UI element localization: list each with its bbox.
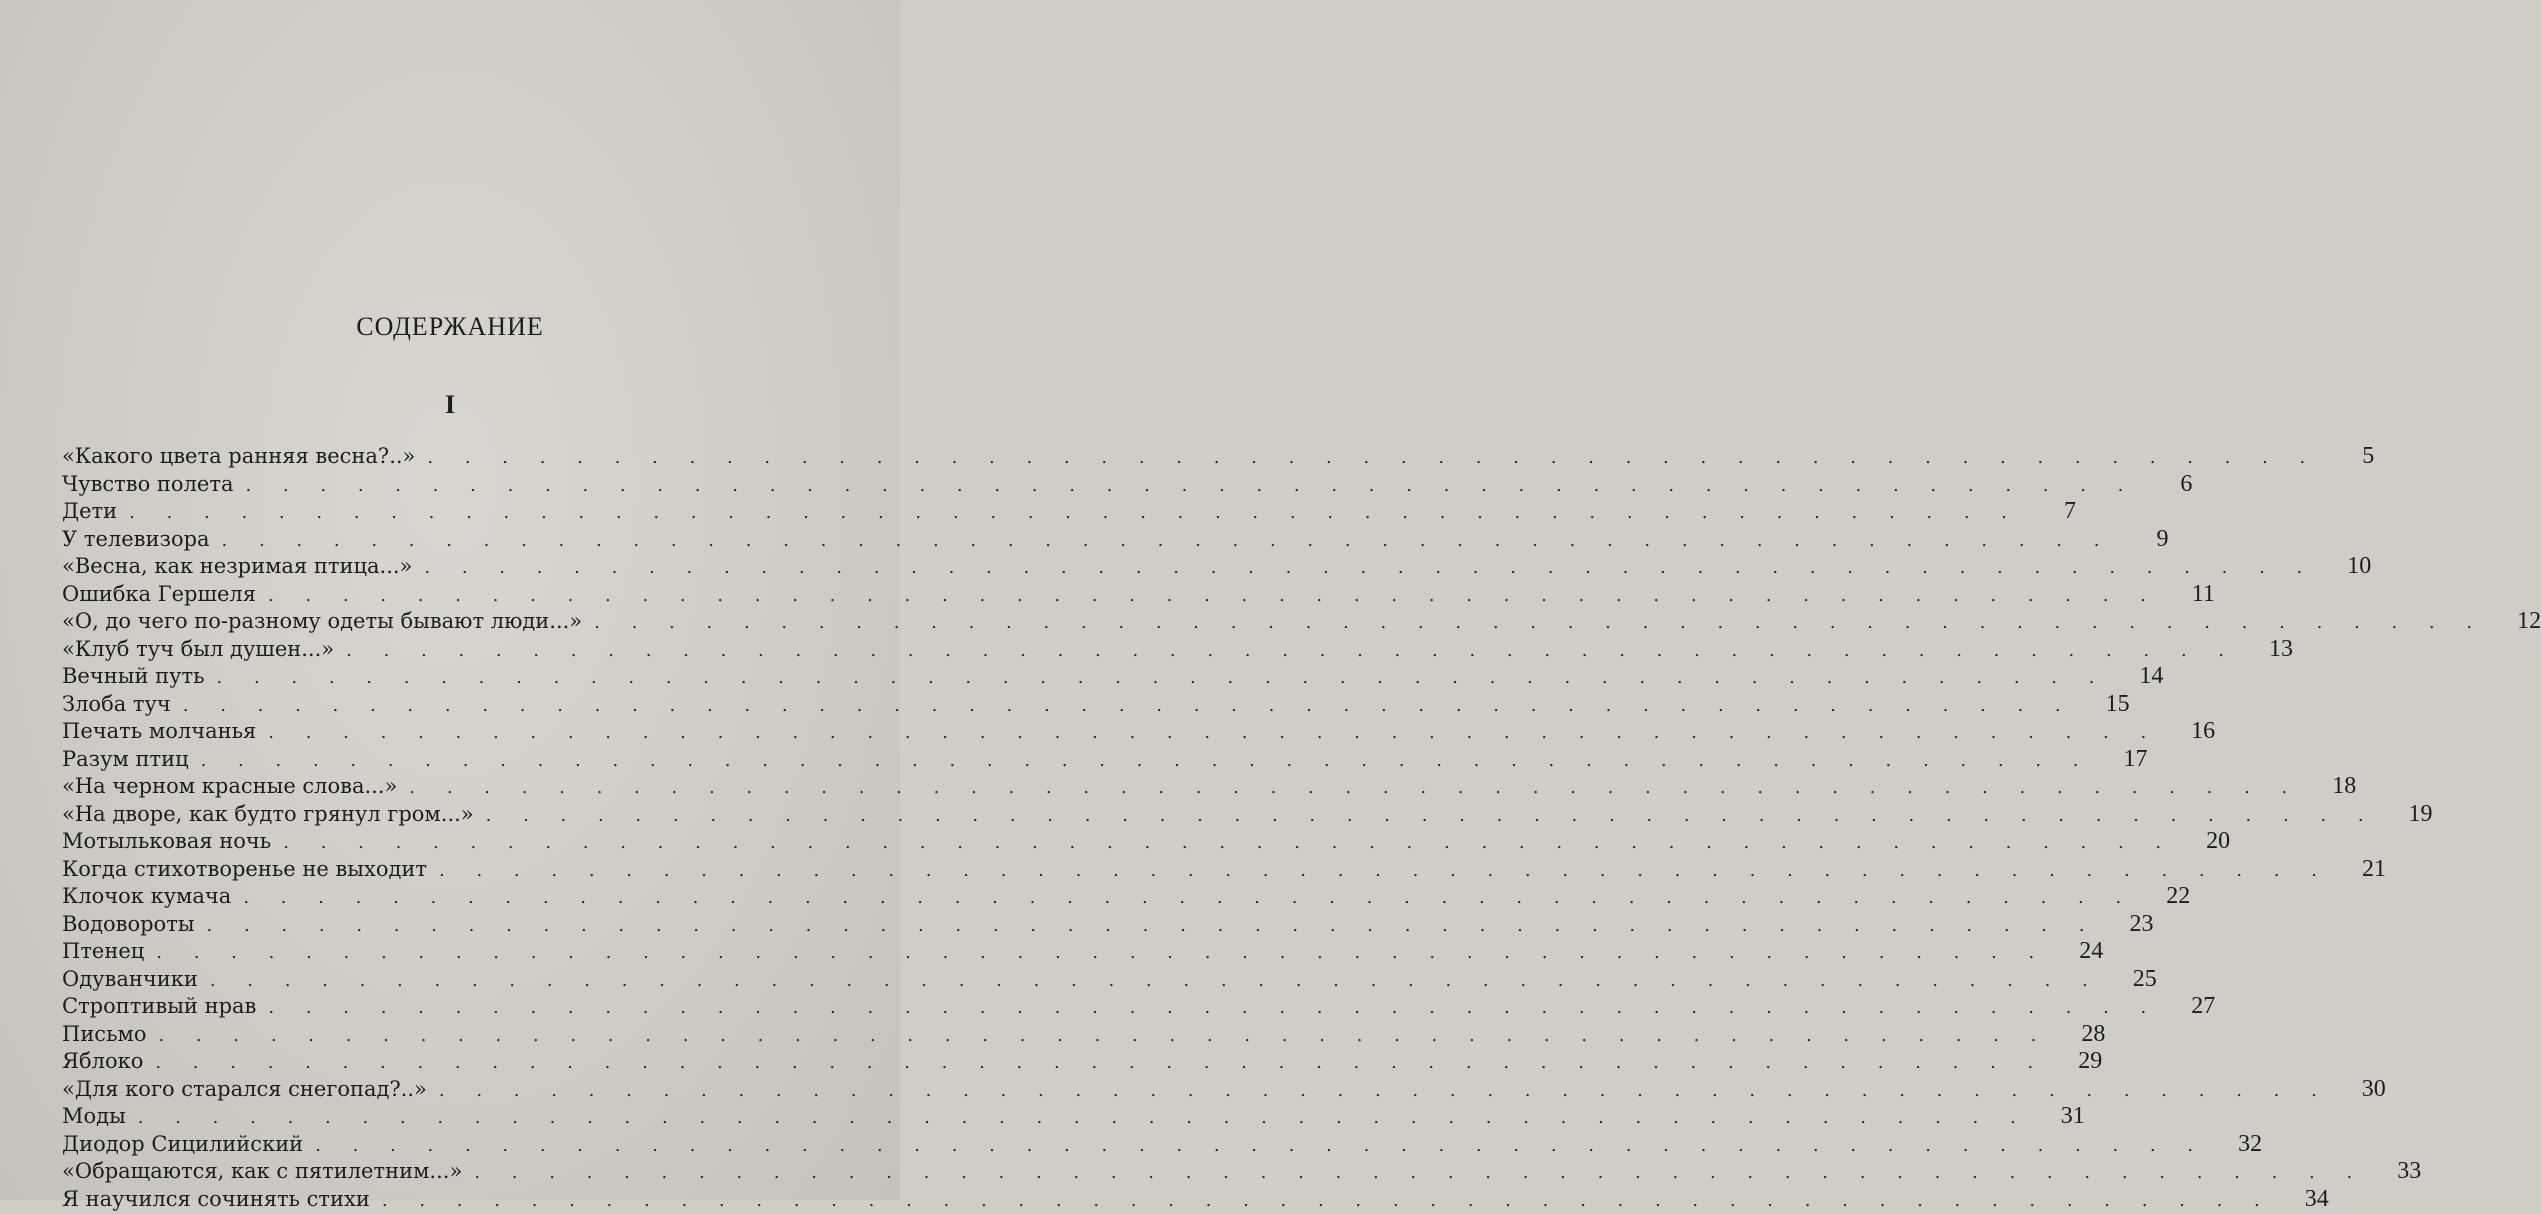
- dot-leader: . . . . . . . . . . . . . . . . . . . . . . . . . . . . . . . . . . . . . . . . . . . . . . . . . . .: [382, 1187, 2273, 1214]
- dot-leader: . . . . . . . . . . . . . . . . . . . . . . . . . . . . . . . . . . . . . . . . . . . . . . . . . . .: [424, 554, 2315, 582]
- toc-entry-title: «Клуб туч был душен...»: [62, 636, 334, 664]
- toc-entry-title: Ошибка Гершеля: [62, 581, 256, 609]
- dot-leader: . . . . . . . . . . . . . . . . . . . . . . . . . . . . . . . . . . . . . . . . . . . . . . . . . . .: [217, 664, 2108, 692]
- toc-entry-page: 12: [2499, 608, 2541, 636]
- toc-entry-title: Злоба туч: [62, 691, 171, 719]
- toc-entry-title: «Обращаются, как с пятилетним...»: [62, 1158, 462, 1186]
- toc-entry-title: «На черном красные слова...»: [62, 773, 397, 801]
- toc-entry: [62, 883, 850, 911]
- toc-entry-page: 34: [2287, 1186, 2329, 1214]
- toc-entry-page: 25: [2115, 966, 2157, 994]
- page-title: СОДЕРЖАНИЕ: [0, 312, 900, 342]
- toc-entry-page: 32: [2220, 1131, 2262, 1159]
- toc-entry-title: «Для кого старался снегопад?..»: [62, 1076, 427, 1104]
- dot-leader: . . . . . . . . . . . . . . . . . . . . . . . . . . . . . . . . . . . . . . . . . . . . . . . . . . .: [245, 472, 2136, 500]
- toc-entry: [62, 1186, 850, 1214]
- toc-entry-page: 15: [2088, 691, 2130, 719]
- toc-entry-page: 18: [2314, 773, 2356, 801]
- toc-entry-title: Письмо: [62, 1021, 146, 1049]
- toc-entry-page: 6: [2150, 471, 2192, 499]
- toc-entry-page: 31: [2043, 1103, 2085, 1131]
- toc-entry: [62, 801, 850, 829]
- toc-entry-title: Разум птиц: [62, 746, 189, 774]
- toc-entry-title: Вечный путь: [62, 663, 205, 691]
- toc-entry: [62, 746, 850, 774]
- toc-entry: [62, 526, 850, 554]
- toc-entry-page: 20: [2188, 828, 2230, 856]
- dot-leader: . . . . . . . . . . . . . . . . . . . . . . . . . . . . . . . . . . . . . . . . . . . . . . . . . . .: [268, 582, 2159, 610]
- toc-entry: [62, 553, 850, 581]
- toc-entry-page: 33: [2379, 1158, 2421, 1186]
- dot-leader: . . . . . . . . . . . . . . . . . . . . . . . . . . . . . . . . . . . . . . . . . . . . . . . . . . .: [486, 802, 2377, 830]
- toc-entry-page: 16: [2173, 718, 2215, 746]
- dot-leader: . . . . . . . . . . . . . . . . . . . . . . . . . . . . . . . . . . . . . . . . . . . . . . . . . . .: [156, 939, 2047, 967]
- dot-leader: . . . . . . . . . . . . . . . . . . . . . . . . . . . . . . . . . . . . . . . . . . . . . . . . . . .: [158, 1022, 2049, 1050]
- toc-entry-title: Мотыльковая ночь: [62, 828, 271, 856]
- toc-entry: [62, 1076, 850, 1104]
- toc-entry-title: Моды: [62, 1103, 126, 1131]
- toc-entry: [62, 471, 850, 499]
- toc-entry: [62, 443, 850, 471]
- book-page: [0, 0, 900, 1200]
- toc-entry-title: Птенец: [62, 938, 144, 966]
- dot-leader: . . . . . . . . . . . . . . . . . . . . . . . . . . . . . . . . . . . . . . . . . . . . . . . . . . .: [207, 912, 2098, 940]
- toc-entry: [62, 636, 850, 664]
- toc-entry: [62, 773, 850, 801]
- toc-entry-title: Когда стихотворенье не выходит: [62, 856, 427, 884]
- toc-entry-page: 19: [2391, 801, 2433, 829]
- toc-entry-title: Одуванчики: [62, 966, 198, 994]
- dot-leader: . . . . . . . . . . . . . . . . . . . . . . . . . . . . . . . . . . . . . . . . . . . . . . . . . . .: [243, 884, 2134, 912]
- toc-entry-title: «Какого цвета ранняя весна?..»: [62, 443, 415, 471]
- dot-leader: . . . . . . . . . . . . . . . . . . . . . . . . . . . . . . . . . . . . . . . . . . . . . . . . . . .: [346, 637, 2237, 665]
- toc-entry-page: 21: [2344, 856, 2386, 884]
- toc-entry: [62, 828, 850, 856]
- toc-entry-page: 22: [2148, 883, 2190, 911]
- toc-entry: [62, 718, 850, 746]
- toc-entry: [62, 608, 850, 636]
- toc-entry: [62, 938, 850, 966]
- toc-entry-title: «Весна, как незримая птица...»: [62, 553, 412, 581]
- dot-leader: . . . . . . . . . . . . . . . . . . . . . . . . . . . . . . . . . . . . . . . . . . . . . . . . . . .: [129, 499, 2020, 527]
- toc-entry: [62, 966, 850, 994]
- toc-entry-title: Печать молчанья: [62, 718, 256, 746]
- toc-entry-title: «О, до чего по-разному одеты бывают люди...»: [62, 608, 582, 636]
- toc-entry-page: 30: [2344, 1076, 2386, 1104]
- dot-leader: . . . . . . . . . . . . . . . . . . . . . . . . . . . . . . . . . . . . . . . . . . . . . . . . . . .: [439, 857, 2330, 885]
- toc-entry: [62, 1103, 850, 1131]
- toc-entry: [62, 691, 850, 719]
- toc-entry: [62, 581, 850, 609]
- dot-leader: . . . . . . . . . . . . . . . . . . . . . . . . . . . . . . . . . . . . . . . . . . . . . . . . . . .: [222, 527, 2113, 555]
- dot-leader: . . . . . . . . . . . . . . . . . . . . . . . . . . . . . . . . . . . . . . . . . . . . . . . . . . .: [138, 1104, 2029, 1132]
- dot-leader: . . . . . . . . . . . . . . . . . . . . . . . . . . . . . . . . . . . . . . . . . . . . . . . . . . .: [283, 829, 2174, 857]
- dot-leader: . . . . . . . . . . . . . . . . . . . . . . . . . . . . . . . . . . . . . . . . . . . . . . . . . . .: [201, 747, 2092, 775]
- toc-entry: [62, 911, 850, 939]
- toc-entry-page: 10: [2329, 553, 2371, 581]
- toc-entry-title: Клочок кумача: [62, 883, 231, 911]
- toc-entry-title: Водовороты: [62, 911, 195, 939]
- dot-leader: . . . . . . . . . . . . . . . . . . . . . . . . . . . . . . . . . . . . . . . . . . . . . . . . . . .: [427, 444, 2318, 472]
- toc-entry-page: 24: [2061, 938, 2103, 966]
- dot-leader: . . . . . . . . . . . . . . . . . . . . . . . . . . . . . . . . . . . . . . . . . . . . . . . . . . .: [594, 609, 2485, 637]
- toc-entry-page: 13: [2251, 636, 2293, 664]
- toc-entry-title: Дети: [62, 498, 117, 526]
- toc-entry: [62, 1131, 850, 1159]
- toc-entry-title: Яблоко: [62, 1048, 143, 1076]
- toc-entry-title: Я научился сочинять стихи: [62, 1186, 370, 1214]
- toc-entry: [62, 1021, 850, 1049]
- toc-entry-page: 23: [2111, 911, 2153, 939]
- dot-leader: . . . . . . . . . . . . . . . . . . . . . . . . . . . . . . . . . . . . . . . . . . . . . . . . . . .: [315, 1132, 2206, 1160]
- toc-entry-page: 9: [2126, 526, 2168, 554]
- toc-entry: [62, 1048, 850, 1076]
- dot-leader: . . . . . . . . . . . . . . . . . . . . . . . . . . . . . . . . . . . . . . . . . . . . . . . . . . .: [268, 719, 2159, 747]
- toc-entry: [62, 1158, 850, 1186]
- dot-leader: . . . . . . . . . . . . . . . . . . . . . . . . . . . . . . . . . . . . . . . . . . . . . . . . . . .: [268, 994, 2159, 1022]
- toc-entry: [62, 993, 850, 1021]
- toc-entry-page: 14: [2121, 663, 2163, 691]
- dot-leader: . . . . . . . . . . . . . . . . . . . . . . . . . . . . . . . . . . . . . . . . . . . . . . . . . . .: [183, 692, 2074, 720]
- toc-entry-page: 11: [2173, 581, 2215, 609]
- dot-leader: . . . . . . . . . . . . . . . . . . . . . . . . . . . . . . . . . . . . . . . . . . . . . . . . . . .: [155, 1049, 2046, 1077]
- toc-entry-title: Строптивый нрав: [62, 993, 256, 1021]
- toc-entry-page: 29: [2060, 1048, 2102, 1076]
- toc-entry-page: 5: [2332, 443, 2374, 471]
- table-of-contents: [62, 443, 850, 1213]
- toc-entry-title: Чувство полета: [62, 471, 233, 499]
- toc-entry-page: 27: [2173, 993, 2215, 1021]
- dot-leader: . . . . . . . . . . . . . . . . . . . . . . . . . . . . . . . . . . . . . . . . . . . . . . . . . . .: [210, 967, 2101, 995]
- toc-entry: [62, 663, 850, 691]
- toc-entry: [62, 856, 850, 884]
- toc-entry-title: У телевизора: [62, 526, 210, 554]
- toc-entry: [62, 498, 850, 526]
- toc-entry-title: Диодор Сицилийский: [62, 1131, 303, 1159]
- dot-leader: . . . . . . . . . . . . . . . . . . . . . . . . . . . . . . . . . . . . . . . . . . . . . . . . . . .: [439, 1077, 2330, 1105]
- toc-entry-title: «На дворе, как будто грянул гром...»: [62, 801, 474, 829]
- toc-entry-page: 17: [2105, 746, 2147, 774]
- dot-leader: . . . . . . . . . . . . . . . . . . . . . . . . . . . . . . . . . . . . . . . . . . . . . . . . . . .: [474, 1159, 2365, 1187]
- toc-entry-page: 7: [2034, 498, 2076, 526]
- dot-leader: . . . . . . . . . . . . . . . . . . . . . . . . . . . . . . . . . . . . . . . . . . . . . . . . . . .: [409, 774, 2300, 802]
- section-number: I: [0, 390, 900, 420]
- toc-entry-page: 28: [2063, 1021, 2105, 1049]
